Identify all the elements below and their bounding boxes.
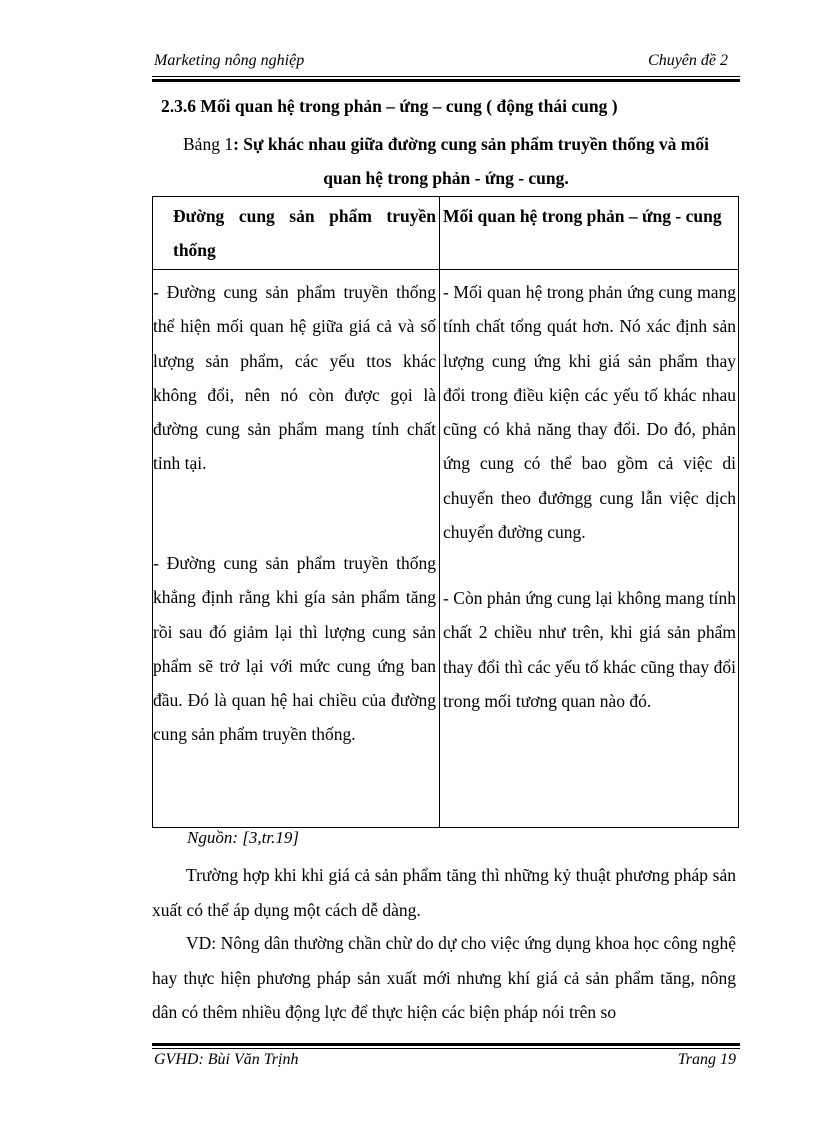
section-title: 2.3.6 Mối quan hệ trong phản – ứng – cung ( động thái cung ) — [161, 96, 618, 116]
footer-rule-thin — [152, 1048, 740, 1049]
table-header-col1: Đường cung sản phẩm truyền thống — [173, 206, 436, 260]
footer-advisor: GVHD: Bùi Văn Trịnh — [154, 1051, 299, 1068]
page-footer — [152, 1051, 740, 1075]
header-subject: Marketing nông nghiệp — [154, 52, 305, 69]
header-rule-thick — [152, 79, 740, 82]
header-rule-thin — [152, 76, 740, 77]
header-chapter: Chuyên đề 2 — [648, 52, 728, 69]
caption-line-1 — [152, 127, 740, 161]
table-header-divider — [153, 269, 738, 270]
caption-label: Bảng 1 — [183, 134, 234, 154]
page-header — [152, 50, 740, 74]
body-paragraph-1: Trường hợp khi khi giá cả sản phẩm tăng thì những kỷ thuật phương pháp sản xuất có thể áp dụng một cách dễ dàng. — [152, 865, 736, 920]
caption-line-2 — [152, 161, 740, 195]
caption-title-1: : Sự khác nhau giữa đường cung sản phẩm truyền thống và mối — [233, 134, 709, 154]
table-cell-col2-para1: - Mối quan hệ trong phản ứng cung mang tính chất tổng quát hơn. Nó xác định sản lượng cung ứng khi giá sản phẩm thay đổi trong điều kiện các yếu tố khác nhau cũng có khả năng thay đổi. Do đó, phản ứng cung có thể bao gồm cả việc di chuyển theo đưởngg cung lẫn việc dịch chuyển đường cung. — [443, 282, 736, 543]
table-source: Nguồn: [3,tr.19] — [187, 828, 299, 847]
table-column-divider — [439, 197, 440, 827]
comparison-table — [152, 196, 739, 828]
caption-title-2: quan hệ trong phản - ứng - cung. — [323, 168, 569, 188]
body-paragraph-2: VD: Nông dân thường chần chừ do dự cho việc ứng dụng khoa học công nghệ hay thực hiện phương pháp sản xuất mới nhưng khí giá cả sản phẩm tăng, nông dân có thêm nhiều động lực để thực hiện các biện pháp nói trên so — [152, 933, 736, 1022]
table-header-col2: Mối quan hệ trong phản – ứng - cung — [443, 206, 722, 226]
footer-rule-thick — [152, 1043, 740, 1046]
table-caption — [152, 127, 740, 195]
footer-page-number: Trang 19 — [677, 1051, 736, 1068]
table-cell-col2-para2: - Còn phản ứng cung lại không mang tính chất 2 chiều như trên, khi giá sản phẩm thay đổi thì các yếu tố khác cũng thay đổi trong mối tương quan nào đó. — [443, 588, 736, 711]
table-cell-col1-para1: - Đường cung sản phẩm truyền thống thể hiện mối quan hệ giữa giá cả và số lượng sản phẩm, các yếu ttos khác không đổi, nên nó còn được gọi là đường cung sản phẩm mang tính chất tỉnh tại. — [153, 282, 436, 474]
table-cell-col1-para2: - Đường cung sản phẩm truyền thống khẳng định rằng khi gía sản phẩm tăng rồi sau đó giảm lại thì lượng cung sản phẩm sẽ trở lại với mức cung ứng ban đầu. Đó là quan hệ hai chiều của đường cung sản phẩm truyền thống. — [153, 553, 436, 745]
